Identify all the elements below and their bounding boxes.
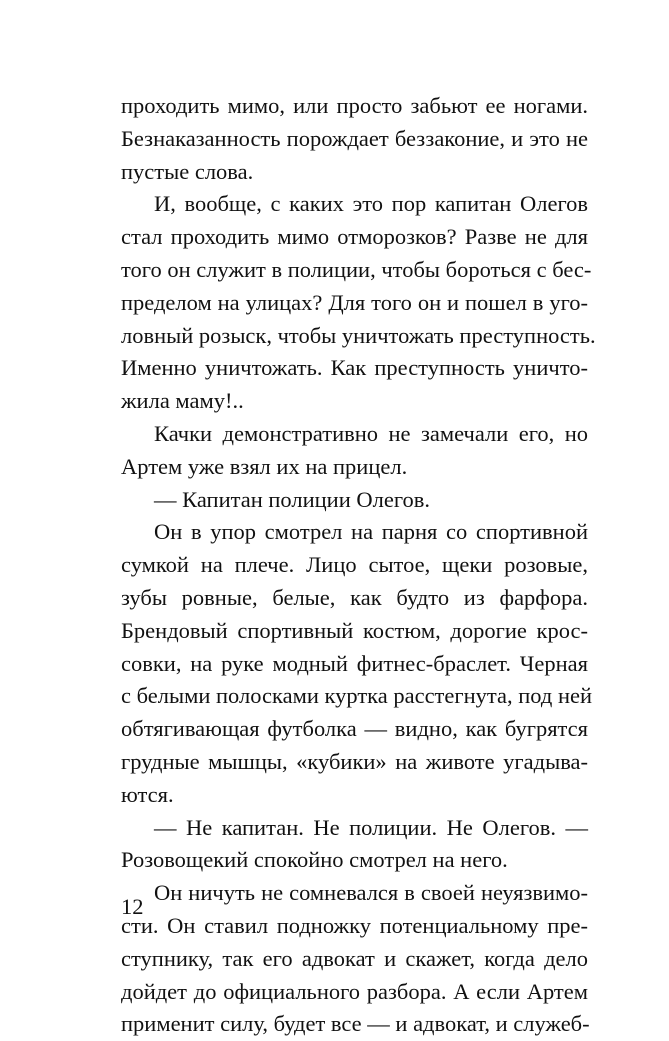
text-line: проходить мимо, или просто забьют ее ногами.: [121, 93, 588, 118]
text-line: — Не капитан. Не полиции. Не Олегов. —: [154, 814, 588, 840]
text-line: Он в упор смотрел на парня со спортивной: [154, 519, 588, 545]
text-line: Брендовый спортивный костюм, дорогие крос-: [121, 617, 588, 643]
text-line: сти. Он ставил подножку потенциальному пре-: [121, 912, 588, 938]
text-line: жила маму!..: [121, 388, 244, 414]
text-line: Качки демонстративно не замечали его, но: [154, 420, 588, 446]
text-line: пустые слова.: [121, 158, 254, 184]
text-line: применит силу, будет все — и адвокат, и служеб-: [121, 1011, 590, 1037]
text-line: Безнаказанность порождает беззаконие, и это не: [121, 125, 588, 151]
text-line: грудные мышцы, «кубики» на животе угадыва-: [121, 748, 588, 774]
text-line: зубы ровные, белые, как будто из фарфора.: [121, 584, 588, 610]
text-line: того он служит в полиции, чтобы бороться с бес-: [121, 256, 592, 282]
text-line: с белыми полосками куртка расстегнута, под ней: [121, 683, 593, 709]
text-line: стал проходить мимо отморозков? Разве не для: [121, 224, 588, 250]
page-text-block: [121, 90, 596, 1041]
text-line: обтягивающая футболка — видно, как бугрятся: [121, 716, 588, 742]
text-line: И, вообще, с каких это пор капитан Олегов: [154, 191, 588, 217]
text-line: дойдет до официального разбора. А если Артем: [121, 978, 588, 1004]
text-line: — Капитан полиции Олегов.: [154, 486, 431, 512]
text-line: пределом на улицах? Для того он и пошел в уго-: [121, 289, 588, 315]
text-line: Он ничуть не сомневался в своей неуязвимо-: [154, 880, 588, 906]
text-line: совки, на руке модный фитнес-браслет. Черная: [121, 650, 588, 676]
text-line: ловный розыск, чтобы уничтожать преступность.: [121, 322, 596, 348]
text-line: ступнику, так его адвокат и скажет, когда дело: [121, 945, 588, 971]
text-line: Именно уничтожать. Как преступность уничто-: [121, 355, 588, 381]
text-line: Артем уже взял их на прицел.: [121, 453, 408, 479]
text-line: Розовощекий спокойно смотрел на него.: [121, 847, 508, 873]
text-line: ются.: [121, 781, 174, 807]
page-number: 12: [121, 894, 144, 919]
text-line: сумкой на плече. Лицо сытое, щеки розовые,: [121, 552, 588, 578]
